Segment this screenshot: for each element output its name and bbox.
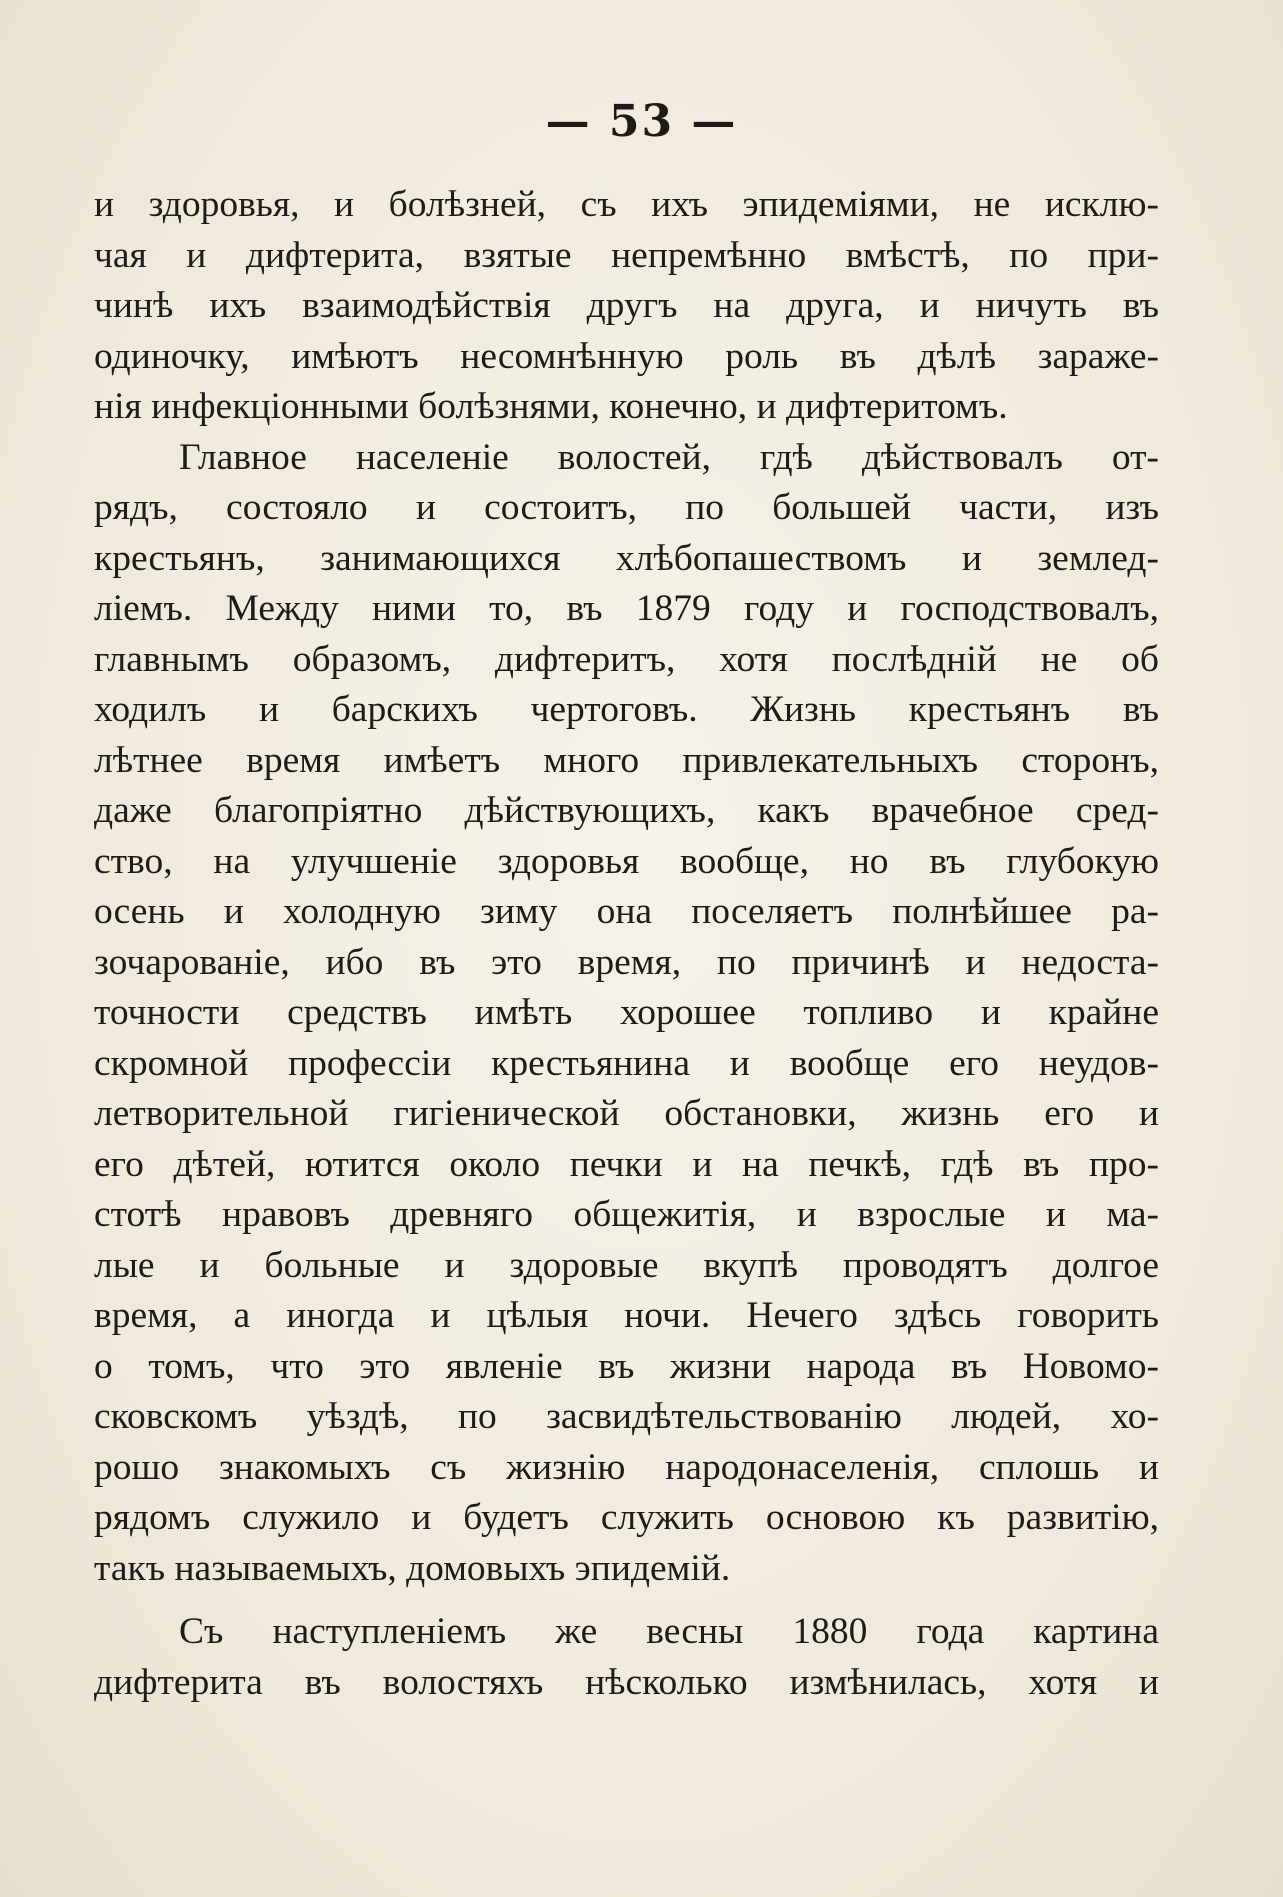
text-line: летворительной гигіенической обстановки, жизнь его и (94, 1093, 1159, 1134)
body-text (94, 180, 1159, 1708)
text-line: ліемъ. Между ними то, въ 1879 году и господствовалъ, (94, 588, 1159, 629)
text-line: такъ называемыхъ, домовыхъ эпидемій. (94, 1547, 731, 1589)
text-line: скромной профессіи крестьянина и вообще его неудов- (94, 1042, 1159, 1084)
text-line: осень и холодную зиму она поселяетъ полнѣйшее ра- (94, 891, 1159, 932)
paragraph-gap (94, 1594, 1159, 1607)
text-line: лые и больные и здоровые вкупѣ проводятъ долгое (94, 1244, 1159, 1286)
text-line: и здоровья, и болѣзней, съ ихъ эпидеміями, не исклю- (94, 184, 1159, 225)
text-line: точности средствъ имѣть хорошее топливо и крайне (94, 992, 1159, 1033)
text-line: зочарованіе, ибо въ это время, по причинѣ и недоста- (94, 941, 1159, 983)
text-line: стотѣ нравовъ древняго общежитія, и взрослые и ма- (94, 1194, 1159, 1235)
text-line: рошо знакомыхъ съ жизнію народонаселенія, сплошь и (94, 1446, 1159, 1488)
text-line: рядомъ служило и будетъ служить основою къ развитію, (94, 1497, 1159, 1538)
text-line: чая и дифтерита, взятые непремѣнно вмѣстѣ, по при- (94, 234, 1159, 276)
text-line: ходилъ и барскихъ чертоговъ. Жизнь крестьянъ въ (94, 689, 1159, 730)
text-line: дифтерита въ волостяхъ нѣсколько измѣнилась, хотя и (94, 1661, 1159, 1703)
text-line: крестьянъ, занимающихся хлѣбопашествомъ и землед- (94, 537, 1159, 579)
text-line: даже благопріятно дѣйствующихъ, какъ врачебное сред- (94, 790, 1159, 831)
text-line: лѣтнее время имѣетъ много привлекательныхъ сторонъ, (94, 739, 1159, 781)
page-number: — 53 — (545, 96, 738, 147)
text-line: его дѣтей, ютится около печки и на печкѣ, гдѣ въ про- (94, 1143, 1159, 1185)
text-line: рядъ, состояло и состоитъ, по большей части, изъ (94, 487, 1159, 528)
text-line: одиночку, имѣютъ несомнѣнную роль въ дѣлѣ зараже- (94, 335, 1159, 377)
text-line: ство, на улучшеніе здоровья вообще, но въ глубокую (94, 840, 1159, 882)
text-line: о томъ, что это явленіе въ жизни народа въ Новомо- (94, 1345, 1159, 1387)
text-line: чинѣ ихъ взаимодѣйствія другъ на друга, и ничуть въ (94, 285, 1159, 326)
paragraph-first-line: Главное населеніе волостей, гдѣ дѣйствовалъ от- (179, 436, 1159, 478)
paragraph-first-line: Съ наступленіемъ же весны 1880 года картина (179, 1611, 1159, 1652)
text-line: время, а иногда и цѣлыя ночи. Нечего здѣсь говорить (94, 1295, 1159, 1336)
text-line: главнымъ образомъ, дифтеритъ, хотя послѣдній не об (94, 638, 1159, 680)
text-line: сковскомъ уѣздѣ, по засвидѣтельствованію людей, хо- (94, 1396, 1159, 1437)
text-line: нія инфекціонными болѣзнями, конечно, и дифтеритомъ. (94, 386, 1008, 427)
